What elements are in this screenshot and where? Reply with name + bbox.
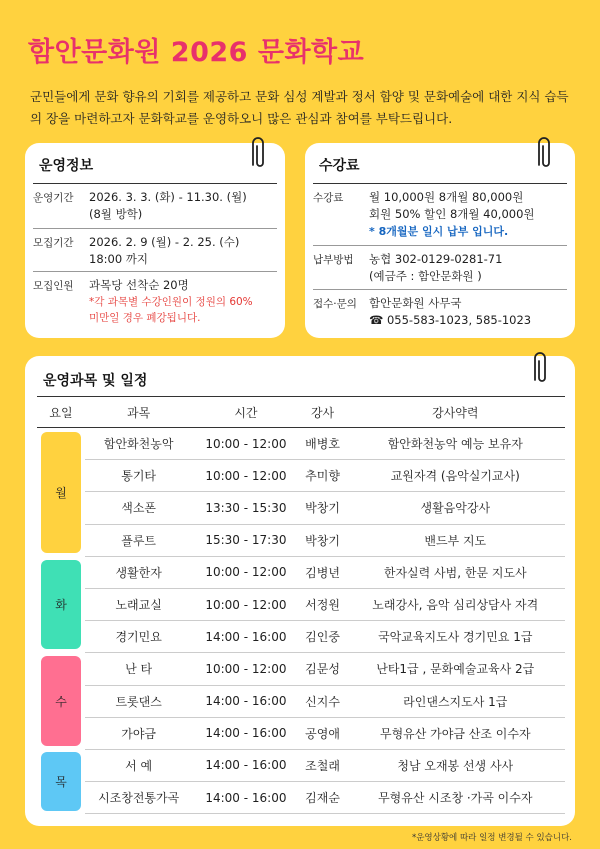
table-row bbox=[37, 621, 565, 653]
info-label: 모집인원 bbox=[33, 280, 74, 292]
schedule-card bbox=[25, 356, 575, 826]
fee-label: 수강료 bbox=[313, 192, 344, 204]
divider bbox=[33, 271, 277, 272]
instructor-bio: 밴드부 지도 bbox=[346, 524, 565, 556]
table-row bbox=[37, 782, 565, 814]
instructor-bio: 함안화천농악 예능 보유자 bbox=[346, 428, 565, 460]
instructor-bio: 생활음악강사 bbox=[346, 492, 565, 524]
info-value: 과목당 선착순 20명 bbox=[89, 278, 189, 292]
divider bbox=[33, 228, 277, 229]
payment-value: 농협 302-0129-0281-71 bbox=[369, 252, 503, 266]
day-cell bbox=[37, 556, 85, 653]
course-time: 14:00 - 16:00 bbox=[192, 685, 299, 717]
paperclip-icon bbox=[533, 135, 553, 171]
instructor-bio: 국악교육지도사 경기민요 1급 bbox=[346, 621, 565, 653]
table-row bbox=[37, 749, 565, 781]
instructor-name: 신지수 bbox=[300, 685, 346, 717]
payment-value: (예금주 : 함안문화원 ) bbox=[369, 269, 482, 283]
course-name: 생활한자 bbox=[85, 556, 192, 588]
fee-card bbox=[305, 143, 575, 338]
course-time: 10:00 - 12:00 bbox=[192, 588, 299, 620]
day-cell bbox=[37, 653, 85, 750]
paperclip-icon bbox=[529, 350, 549, 386]
schedule-heading: 운영과목 및 일정 bbox=[43, 373, 148, 389]
divider bbox=[313, 245, 567, 246]
payment-row bbox=[313, 251, 567, 285]
info-label: 운영기간 bbox=[33, 192, 74, 204]
fee-value: 회원 50% 할인 8개월 40,000원 bbox=[369, 207, 535, 221]
instructor-name: 배병호 bbox=[300, 428, 346, 460]
course-name: 트롯댄스 bbox=[85, 685, 192, 717]
day-badge: 월 bbox=[41, 432, 81, 553]
intro-text: 군민들에게 문화 향유의 기회를 제공하고 문화 심성 계발과 정서 함양 및 문화예술에 대한 지식 습득의 장을 마련하고자 문화학교를 운영하오니 많은 관심과 참여를 부탁드립니다. bbox=[30, 89, 569, 126]
course-time: 10:00 - 12:00 bbox=[192, 460, 299, 492]
table-row bbox=[37, 524, 565, 556]
fee-heading: 수강료 bbox=[319, 158, 360, 174]
table-row bbox=[37, 685, 565, 717]
table-row bbox=[37, 588, 565, 620]
instructor-bio: 난타1급 , 문화예술교육사 2급 bbox=[346, 653, 565, 685]
course-time: 10:00 - 12:00 bbox=[192, 428, 299, 460]
instructor-bio: 노래강사, 음악 심리상담사 자격 bbox=[346, 588, 565, 620]
fee-note: * 8개월분 일시 납부 입니다. bbox=[369, 225, 509, 238]
info-row-recruit bbox=[33, 234, 277, 268]
table-row bbox=[37, 556, 565, 588]
instructor-bio: 라인댄스지도사 1급 bbox=[346, 685, 565, 717]
column-header: 과목 bbox=[85, 397, 192, 428]
column-header: 강사약력 bbox=[346, 397, 565, 428]
instructor-name: 추미향 bbox=[300, 460, 346, 492]
info-value: 2026. 3. 3. (화) - 11.30. (월) bbox=[89, 190, 247, 204]
day-badge: 목 bbox=[41, 752, 81, 810]
course-time: 14:00 - 16:00 bbox=[192, 782, 299, 814]
info-note: *각 과목별 수강인원이 정원의 60% bbox=[89, 296, 253, 308]
column-header: 시간 bbox=[192, 397, 299, 428]
info-label: 모집기간 bbox=[33, 237, 74, 249]
course-name: 가야금 bbox=[85, 717, 192, 749]
info-row-period bbox=[33, 189, 277, 223]
course-time: 13:30 - 15:30 bbox=[192, 492, 299, 524]
schedule-table bbox=[37, 396, 565, 814]
divider bbox=[33, 183, 277, 184]
contact-value: 함안문화원 사무국 bbox=[369, 296, 462, 310]
day-badge: 화 bbox=[41, 560, 81, 650]
instructor-name: 박창기 bbox=[300, 492, 346, 524]
course-time: 14:00 - 16:00 bbox=[192, 749, 299, 781]
info-note: 미만일 경우 폐강됩니다. bbox=[89, 312, 201, 324]
info-value: (8월 방학) bbox=[89, 207, 143, 221]
instructor-name: 조철래 bbox=[300, 749, 346, 781]
payment-label: 납부방법 bbox=[313, 254, 354, 266]
instructor-bio: 청남 오재봉 선생 사사 bbox=[346, 749, 565, 781]
contact-value: ☎ 055-583-1023, 585-1023 bbox=[369, 313, 532, 327]
instructor-bio: 교원자격 (음악실기교사) bbox=[346, 460, 565, 492]
table-row bbox=[37, 428, 565, 460]
day-cell bbox=[37, 428, 85, 557]
table-row bbox=[37, 717, 565, 749]
contact-row bbox=[313, 295, 567, 329]
course-name: 색소폰 bbox=[85, 492, 192, 524]
info-row-capacity bbox=[33, 277, 277, 326]
course-name: 함안화천농악 bbox=[85, 428, 192, 460]
divider bbox=[313, 183, 567, 184]
day-badge: 수 bbox=[41, 656, 81, 746]
instructor-name: 박창기 bbox=[300, 524, 346, 556]
course-name: 경기민요 bbox=[85, 621, 192, 653]
instructor-name: 김재순 bbox=[300, 782, 346, 814]
course-time: 14:00 - 16:00 bbox=[192, 717, 299, 749]
instructor-name: 김병년 bbox=[300, 556, 346, 588]
instructor-bio: 무형유산 가야금 산조 이수자 bbox=[346, 717, 565, 749]
instructor-bio: 무형유산 시조창 ·가곡 이수자 bbox=[346, 782, 565, 814]
instructor-bio: 한자실력 사범, 한문 지도사 bbox=[346, 556, 565, 588]
divider bbox=[313, 289, 567, 290]
course-name: 통기타 bbox=[85, 460, 192, 492]
page-title: 함안문화원 2026 문화학교 bbox=[28, 37, 365, 68]
footnote: *운영상황에 따라 일정 변경될 수 있습니다. bbox=[411, 833, 572, 843]
instructor-name: 서정원 bbox=[300, 588, 346, 620]
course-name: 플루트 bbox=[85, 524, 192, 556]
course-time: 10:00 - 12:00 bbox=[192, 556, 299, 588]
column-header: 요일 bbox=[37, 397, 85, 428]
table-row bbox=[37, 492, 565, 524]
table-row bbox=[37, 653, 565, 685]
info-card bbox=[25, 143, 285, 338]
instructor-name: 김인중 bbox=[300, 621, 346, 653]
instructor-name: 김문성 bbox=[300, 653, 346, 685]
table-row bbox=[37, 460, 565, 492]
column-header: 강사 bbox=[300, 397, 346, 428]
course-name: 시조창전통가곡 bbox=[85, 782, 192, 814]
fee-value: 월 10,000원 8개월 80,000원 bbox=[369, 190, 524, 204]
course-time: 15:30 - 17:30 bbox=[192, 524, 299, 556]
course-name: 서 예 bbox=[85, 749, 192, 781]
course-name: 노래교실 bbox=[85, 588, 192, 620]
day-cell bbox=[37, 749, 85, 813]
fee-row bbox=[313, 189, 567, 240]
info-value: 2026. 2. 9 (월) - 2. 25. (수) bbox=[89, 235, 240, 249]
course-time: 10:00 - 12:00 bbox=[192, 653, 299, 685]
course-name: 난 타 bbox=[85, 653, 192, 685]
paperclip-icon bbox=[247, 135, 267, 171]
instructor-name: 공영애 bbox=[300, 717, 346, 749]
contact-label: 접수·문의 bbox=[313, 298, 357, 310]
course-time: 14:00 - 16:00 bbox=[192, 621, 299, 653]
info-heading: 운영정보 bbox=[39, 158, 94, 174]
info-value: 18:00 까지 bbox=[89, 252, 149, 266]
table-header-row bbox=[37, 397, 565, 428]
